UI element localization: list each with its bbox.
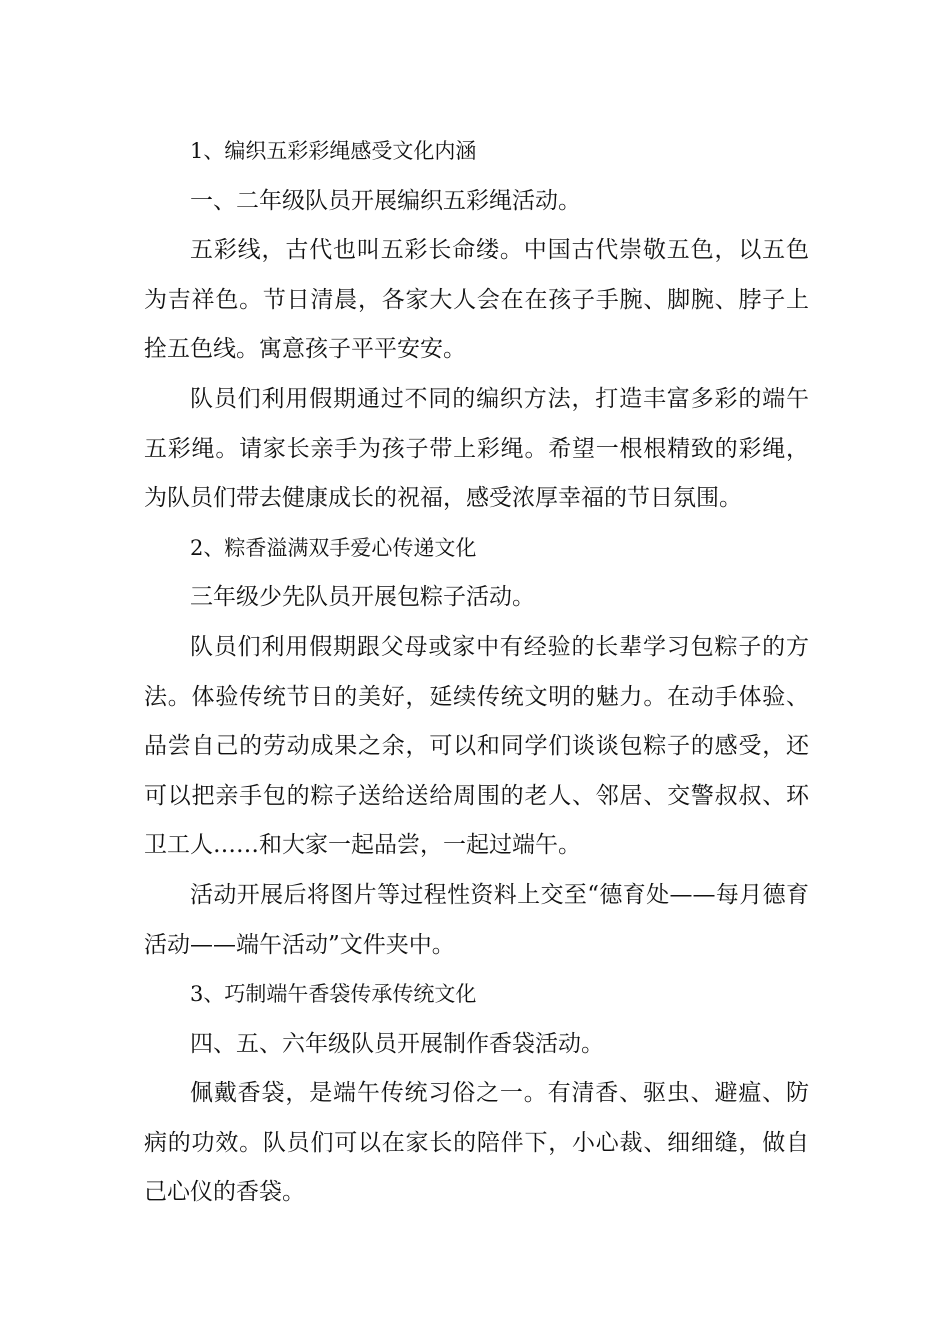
paragraph: 活动开展后将图片等过程性资料上交至“德育处——每月德育活动——端午活动”文件夹中。 (144, 881, 809, 958)
section-heading-3: 3、巧制端午香袋传承传统文化 (190, 982, 477, 1007)
paragraph: 一、二年级队员开展编织五彩绳活动。 (190, 187, 581, 214)
paragraph: 队员们利用假期通过不同的编织方法，打造丰富多彩的端午五彩绳。请家长亲手为孩子带上彩绳。希望一根根精致的彩绳，为队员们带去健康成长的祝福，感受浓厚幸福的节日氛围。 (144, 385, 809, 512)
paragraph: 三年级少先队员开展包粽子活动。 (190, 584, 535, 611)
paragraph: 佩戴香袋，是端午传统习俗之一。有清香、驱虫、避瘟、防病的功效。队员们可以在家长的陪伴下，小心裁、细细缝，做自己心仪的香袋。 (144, 1080, 809, 1206)
section-heading-2: 2、粽香溢满双手爱心传递文化 (190, 535, 477, 560)
paragraph: 五彩线，古代也叫五彩长命缕。中国古代崇敬五色，以五色为吉祥色。节日清晨，各家大人会在在孩子手腕、脚腕、脖子上拴五色线。寓意孩子平平安安。 (144, 237, 809, 363)
paragraph: 队员们利用假期跟父母或家中有经验的长辈学习包粽子的方法。体验传统节日的美好，延续传统文明的魅力。在动手体验、品尝自己的劳动成果之余，可以和同学们谈谈包粽子的感受，还可以把亲手包的粽子送给送给周围的老人、邻居、交警叔叔、环卫工人……和大家一起品尝，一起过端午。 (144, 633, 809, 859)
paragraph: 四、五、六年级队员开展制作香袋活动。 (190, 1030, 604, 1057)
document-body (144, 127, 809, 1218)
section-heading-1: 1、编织五彩彩绳感受文化内涵 (190, 139, 477, 163)
